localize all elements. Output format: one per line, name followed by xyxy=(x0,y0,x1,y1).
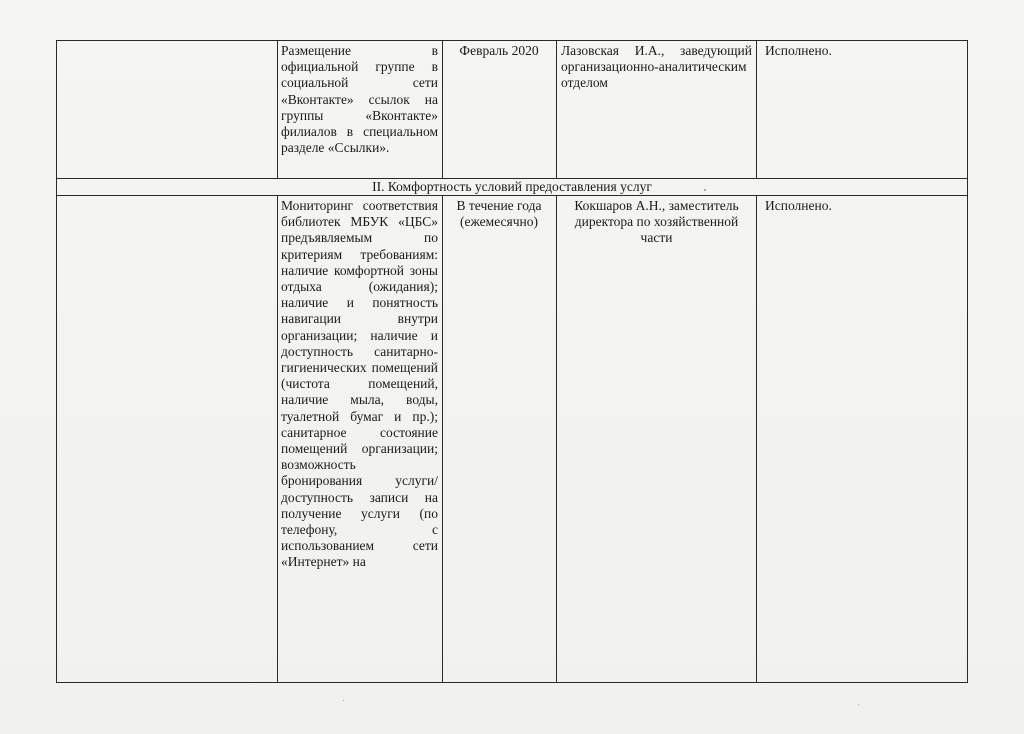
col-divider-4-lower xyxy=(756,195,757,683)
row1-deadline-cell: Февраль 2020 xyxy=(459,43,539,58)
row2-deadline-cell: В течение года (ежемесячно) xyxy=(456,198,542,230)
col-divider-2-lower xyxy=(442,195,443,683)
table-border-right-section xyxy=(967,178,968,196)
col-divider-3-lower xyxy=(556,195,557,683)
row2-responsible-cell: Кокшаров А.Н., заместитель директора по хозяйственной части xyxy=(574,198,739,246)
row2-number-cell xyxy=(57,196,277,682)
row2-activity-cell: Мониторинг соответствия библиотек МБУК «ЦБС» предъявляемым по критериям требованиям: наличие комфортной зоны отдыха (ожидания); наличие и понятность навигации внутри организации; наличие и доступность санитарно-гигиенических помещений (чистота помещений, наличие мыла, воды, туалетной бумаг и пр.); санитарное состояние помещений организации; возможность бронирования услуги/доступность записи на получение услуги (по телефону, с использованием сети «Интернет» на xyxy=(281,198,438,570)
col-divider-3-upper xyxy=(556,40,557,179)
col-divider-2-upper xyxy=(442,40,443,179)
table-border-bottom xyxy=(56,682,968,683)
row1-activity-cell: Размещение в официальной группе в социальной сети «Вконтакте» ссылок на группы «Вконтакте» филиалов в специальном разделе «Ссылки». xyxy=(281,43,438,156)
row1-number-cell xyxy=(57,41,277,178)
table-border-right-upper xyxy=(967,40,968,179)
scan-speck xyxy=(858,704,859,705)
table-border-right-lower xyxy=(967,195,968,683)
row1-responsible-cell: Лазовская И.А., заведующий организационно-аналитическим отделом xyxy=(561,43,752,91)
col-divider-1-lower xyxy=(277,195,278,683)
section-title: II. Комфортность условий предоставления услуг xyxy=(372,179,652,194)
row2-status-cell: Исполнено. xyxy=(765,198,832,213)
col-divider-4-upper xyxy=(756,40,757,179)
scan-speck xyxy=(343,700,344,701)
row1-status-cell: Исполнено. xyxy=(765,43,832,58)
col-divider-1-upper xyxy=(277,40,278,179)
scan-speck xyxy=(704,189,706,191)
